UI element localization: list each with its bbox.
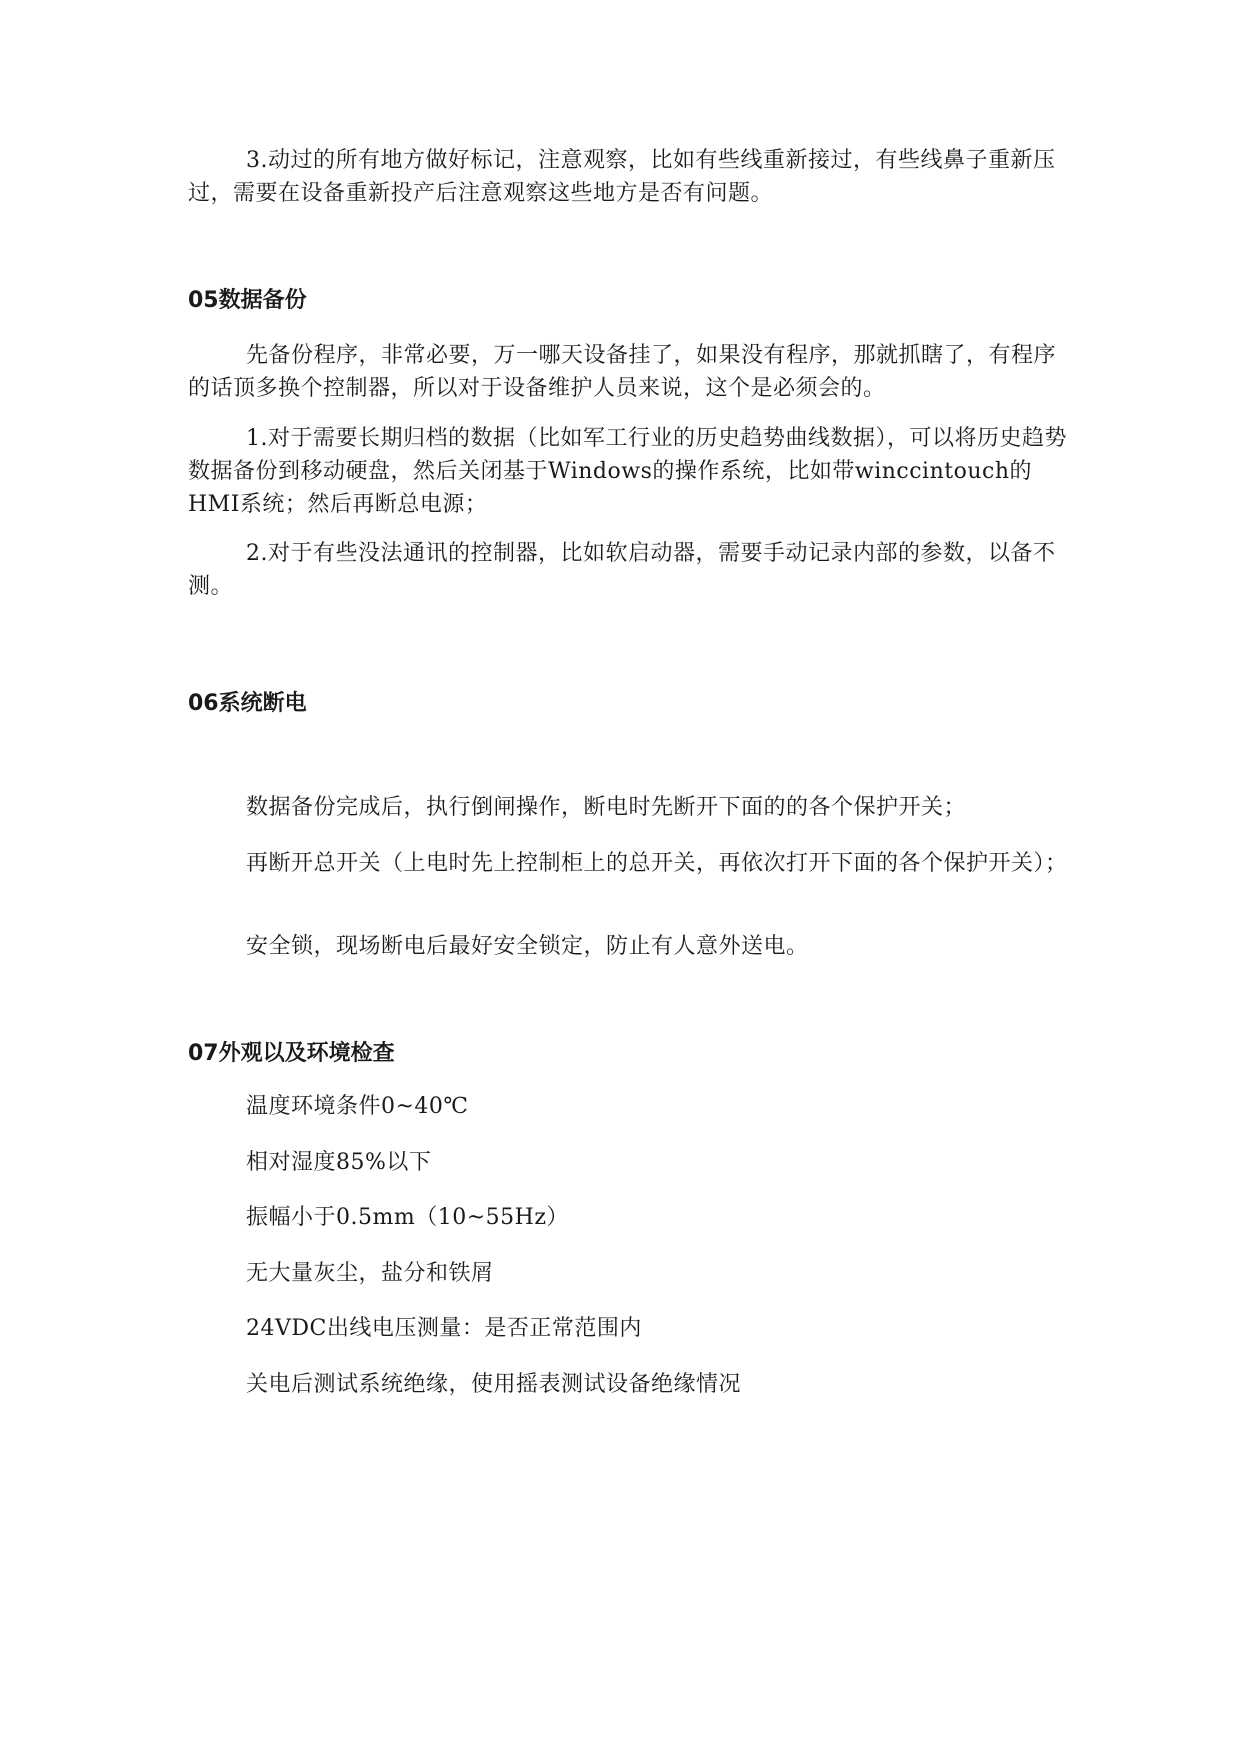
heading-appearance-environment-check: 07外观以及环境检查	[188, 1041, 395, 1066]
list-item-humidity: 相对湿度85%以下	[246, 1150, 432, 1175]
paragraph-power-off-step-2: 再断开总开关（上电时先上控制柜上的总开关，再依次打开下面的各个保护开关）；	[246, 851, 1068, 876]
list-item-voltage: 24VDC出线电压测量：是否正常范围内	[246, 1316, 642, 1341]
list-item-insulation: 关电后测试系统绝缘，使用摇表测试设备绝缘情况	[246, 1372, 742, 1397]
heading-system-power-off: 06系统断电	[188, 691, 307, 716]
paragraph-safety-lock: 安全锁，现场断电后最好安全锁定，防止有人意外送电。	[246, 934, 809, 959]
list-item-dust: 无大量灰尘，盐分和铁屑	[246, 1261, 494, 1286]
paragraph-backup-step-1: 1.对于需要长期归档的数据（比如军工行业的历史趋势曲线数据），可以将历史趋势数据备份到移动硬盘，然后关闭基于Windows的操作系统，比如带winccintouch的HMI系统；然后再断总电源；	[188, 426, 1067, 517]
paragraph-backup-intro: 先备份程序，非常必要，万一哪天设备挂了，如果没有程序，那就抓瞎了，有程序的话顶多换个控制器，所以对于设备维护人员来说，这个是必须会的。	[188, 343, 1057, 401]
paragraph-marking-changes: 3.动过的所有地方做好标记，注意观察，比如有些线重新接过，有些线鼻子重新压过，需要在设备重新投产后注意观察这些地方是否有问题。	[188, 148, 1056, 206]
paragraph-backup-step-2: 2.对于有些没法通讯的控制器，比如软启动器，需要手动记录内部的参数，以备不测。	[188, 541, 1056, 599]
list-item-vibration: 振幅小于0.5mm（10~55Hz）	[246, 1205, 569, 1230]
heading-data-backup: 05数据备份	[188, 288, 307, 313]
paragraph-power-off-step-1: 数据备份完成后，执行倒闸操作，断电时先断开下面的的各个保护开关；	[246, 795, 967, 820]
list-item-temperature: 温度环境条件0~40℃	[246, 1094, 469, 1119]
